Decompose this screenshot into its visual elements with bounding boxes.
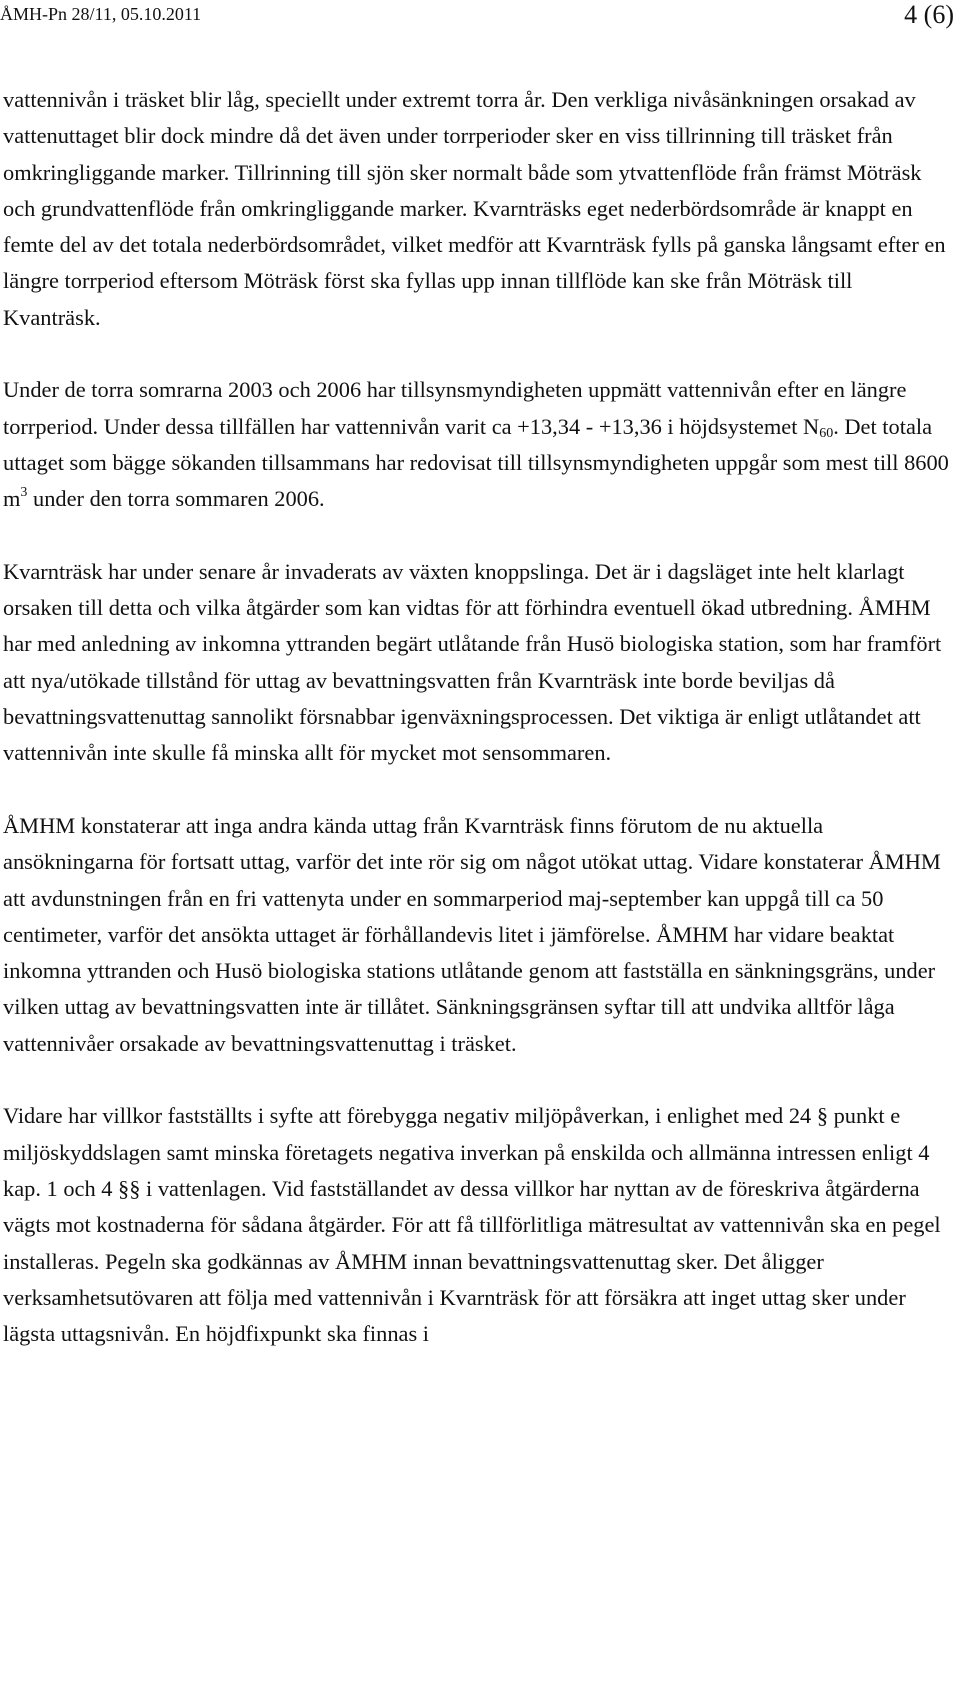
paragraph-measurements — [3, 372, 953, 517]
cubic-superscript: 3 — [20, 485, 28, 501]
page-number: 4 (6) — [904, 0, 954, 29]
measurements-text-part1: Under de torra somrarna 2003 och 2006 har tillsynsmyndigheten uppmätt vattennivån efter en längre torrperiod. Under dessa tillfällen har vattennivån varit ca +13,34 - +13,36 i höjdsystemet N — [3, 377, 907, 439]
document-body — [3, 82, 953, 1352]
height-system-subscript: 60 — [819, 425, 834, 441]
paragraph-amhm-conclusion: ÅMHM konstaterar att inga andra kända uttag från Kvarnträsk finns förutom de nu aktuella ansökningarna för fortsatt uttag, varför det inte rör sig om något utökat uttag. Vidare konstaterar ÅMHM att avdunstningen från en fri vattenyta under en sommarperiod maj-september kan uppgå till ca 50 centimeter, varför det ansökta uttaget är förhållandevis litet i jämförelse. ÅMHM har vidare beaktat inkomna yttranden och Husö biologiska stations utlåtande genom att fastställa en sänkningsgräns, under vilken uttag av bevattningsvatten inte är tillåtet. Sänkningsgränsen syftar till att undvika alltför låga vattennivåer orsakade av bevattningsvattenuttag i träsket. — [3, 812, 941, 1056]
paragraph-conditions: Vidare har villkor fastställts i syfte att förebygga negativ miljöpåverkan, i enlighet med 24 § punkt e miljöskyddslagen samt minska företagets negativa inverkan på enskilda och allmänna intressen enligt 4 kap. 1 och 4 §§ i vattenlagen. Vid fastställandet av dessa villkor har nyttan av de föreskriva åtgärderna vägts mot kostnaderna för sådana åtgärder. För att få tillförlitliga mätresultat av vattennivån ska en pegel installeras. Pegeln ska godkännas av ÅMHM innan bevattningsvattenuttag sker. Det åligger verksamhetsutövaren att följa med vattennivån i Kvarnträsk för att försäkra att inget uttag sker under lägsta uttagsnivån. En höjdfixpunkt ska finnas i — [3, 1103, 941, 1347]
measurements-text-part3: under den torra sommaren 2006. — [27, 486, 325, 512]
page-header — [0, 0, 960, 40]
document-reference: ÅMH-Pn 28/11, 05.10.2011 — [0, 4, 202, 24]
measurements-text-part2: . Det totala uttaget som bägge sökanden tillsammans har redovisat till tillsynsmyndigheten uppgår som mest till 8600 m — [3, 413, 949, 512]
paragraph-knoppslinga: Kvarnträsk har under senare år invaderats av växten knoppslinga. Det är i dagsläget inte helt klarlagt orsaken till detta och vilka åtgärder som kan vidtas för att förhindra eventuell ökad utbredning. ÅMHM har med anledning av inkomna yttranden begärt utlåtande från Husö biologiska station, som har framfört att nya/utökade tillstånd för uttag av bevattningsvatten från Kvarnträsk inte borde beviljas då bevattningsvattenuttag sannolikt försnabbar igenväxningsprocessen. Det viktiga är enligt utlåtandet att vattennivån inte skulle få minska allt för mycket mot sensommaren. — [3, 558, 942, 766]
paragraph-water-level: vattennivån i träsket blir låg, speciellt under extremt torra år. Den verkliga nivåsänkningen orsakad av vattenuttaget blir dock mindre då det även under torrperioder sker en viss tillrinning till träsket från omkringliggande marker. Tillrinning till sjön sker normalt både som ytvattenflöde från främst Möträsk och grundvattenflöde från omkringliggande marker. Kvarnträsks eget nederbördsområde är knappt en femte del av det totala nederbördsområdet, vilket medför att Kvarnträsk fylls på ganska långsamt efter en längre torrperiod eftersom Möträsk först ska fyllas upp innan tillflöde kan ske från Möträsk till Kvanträsk. — [3, 87, 946, 330]
